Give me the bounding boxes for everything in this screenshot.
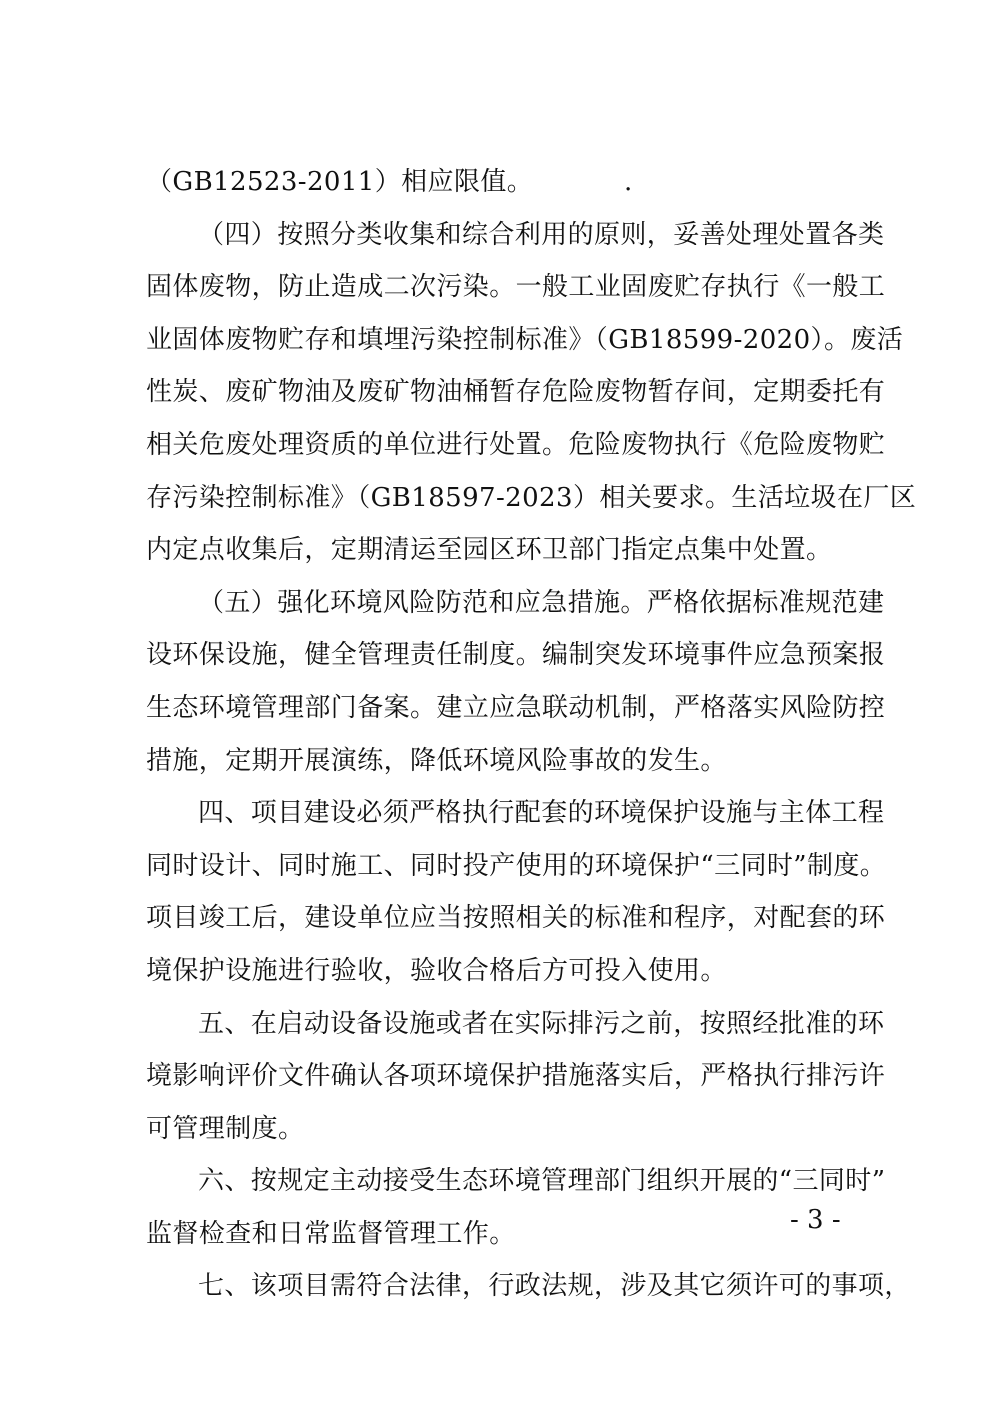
page-number: - 3 -	[790, 1205, 841, 1235]
text-line: 可管理制度。	[146, 1113, 305, 1144]
text-line: 境影响评价文件确认各项环境保护措施落实后，严格执行排污许	[146, 1061, 886, 1092]
text-line: 生态环境管理部门备案。建立应急联动机制，严格落实风险防控	[146, 692, 886, 723]
text-line: （四）按照分类收集和综合利用的原则，妥善处理处置各类	[198, 219, 885, 250]
text-line: 五、在启动设备设施或者在实际排污之前，按照经批准的环	[198, 1008, 885, 1039]
body-text	[146, 156, 917, 1313]
text-line: 固体废物，防止造成二次污染。一般工业固废贮存执行《一般工	[146, 272, 886, 303]
text-line: 内定点收集后，定期清运至园区环卫部门指定点集中处置。	[146, 535, 833, 566]
text-line: （GB12523-2011）相应限值。	[146, 167, 534, 197]
text-line: 业固体废物贮存和填埋污染控制标准》（GB18599-2020）。废活	[146, 324, 904, 355]
text-line: 六、按规定主动接受生态环境管理部门组织开展的“三同时”	[198, 1166, 886, 1197]
text-line: 设环保设施，健全管理责任制度。编制突发环境事件应急预案报	[146, 640, 886, 671]
stray-mark: .	[624, 167, 633, 197]
text-line: 监督检查和日常监督管理工作。	[146, 1218, 516, 1249]
text-line: 存污染控制标准》（GB18597-2023）相关要求。生活垃圾在厂区	[146, 482, 917, 513]
text-line: 项目竣工后，建设单位应当按照相关的标准和程序，对配套的环	[146, 903, 886, 934]
text-line: 四、项目建设必须严格执行配套的环境保护设施与主体工程	[198, 798, 885, 829]
text-line: 措施，定期开展演练，降低环境风险事故的发生。	[146, 745, 727, 776]
text-line: 七、该项目需符合法律，行政法规，涉及其它须许可的事项，	[198, 1271, 911, 1302]
text-line: 性炭、废矿物油及废矿物油桶暂存危险废物暂存间，定期委托有	[146, 377, 886, 408]
text-line: 境保护设施进行验收，验收合格后方可投入使用。	[146, 955, 727, 986]
text-line: 相关危废处理资质的单位进行处置。危险废物执行《危险废物贮	[146, 429, 886, 460]
text-line: （五）强化环境风险防范和应急措施。严格依据标准规范建	[198, 587, 885, 618]
text-line: 同时设计、同时施工、同时投产使用的环境保护“三同时”制度。	[146, 850, 887, 881]
